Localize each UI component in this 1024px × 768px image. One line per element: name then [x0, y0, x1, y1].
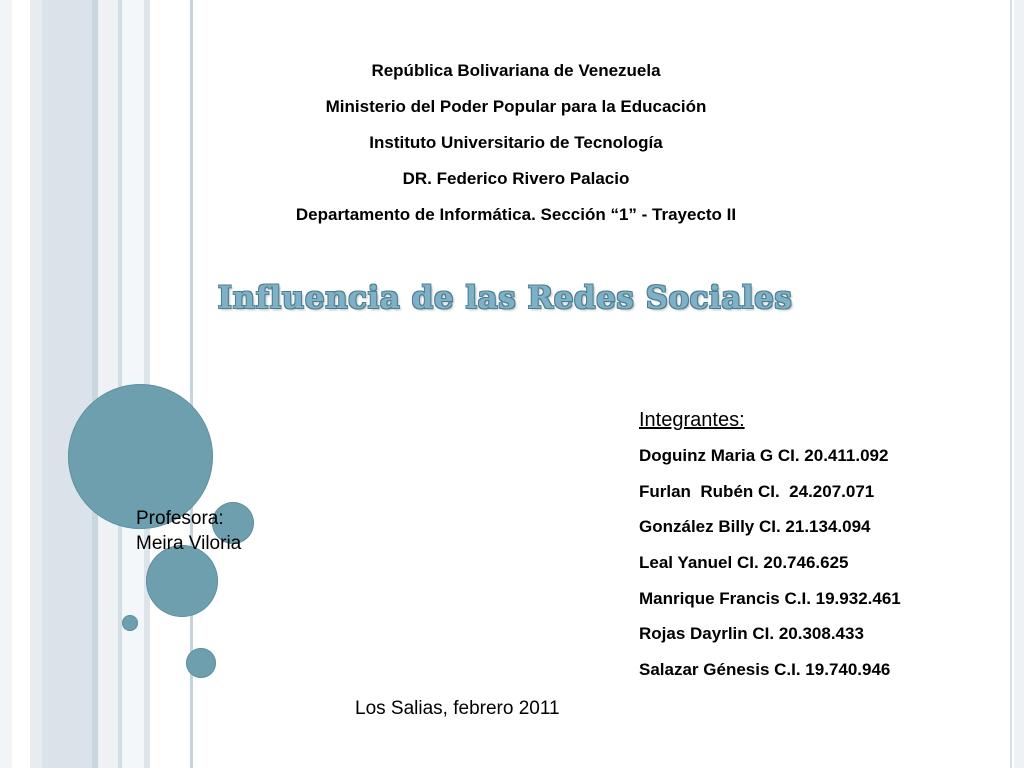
member-item: Furlan Rubén CI. 24.207.071	[639, 481, 875, 501]
decorative-stripe	[98, 0, 118, 768]
member-item: Manrique Francis C.I. 19.932.461	[639, 588, 901, 608]
decorative-stripe	[0, 0, 12, 768]
professor-label: Profesora:	[136, 508, 224, 529]
place-date: Los Salias, febrero 2011	[355, 698, 560, 719]
member-item: Rojas Dayrlin CI. 20.308.433	[639, 624, 864, 644]
members-list	[639, 406, 901, 693]
decorative-stripe	[150, 0, 190, 768]
header-line: Instituto Universitario de Tecnología	[369, 133, 663, 152]
decorative-stripe	[30, 0, 42, 768]
member-item: Leal Yanuel CI. 20.746.625	[639, 553, 849, 573]
member-item: Salazar Génesis C.I. 19.740.946	[639, 660, 891, 680]
header-line: DR. Federico Rivero Palacio	[402, 169, 630, 188]
decorative-circle-small	[186, 648, 216, 678]
institution-header	[200, 58, 832, 238]
members-heading: Integrantes:	[639, 409, 745, 431]
member-item: González Billy CI. 21.134.094	[639, 517, 871, 537]
header-line: Departamento de Informática. Sección “1” - Trayecto II	[295, 205, 737, 224]
professor-block	[136, 506, 241, 556]
header-line: República Bolivariana de Venezuela	[371, 61, 661, 80]
decorative-stripe	[1014, 0, 1024, 768]
member-item: Doguinz Maria G CI. 20.411.092	[639, 446, 889, 465]
decorative-stripe	[42, 0, 92, 768]
decorative-circle-tiny	[122, 615, 138, 631]
header-line: Ministerio del Poder Popular para la Educación	[325, 97, 707, 116]
professor-name: Meira Viloria	[136, 533, 242, 554]
decorative-stripe	[12, 0, 30, 768]
slide-title: Influencia de las Redes Sociales	[217, 280, 793, 316]
decorative-stripe	[1010, 0, 1012, 768]
